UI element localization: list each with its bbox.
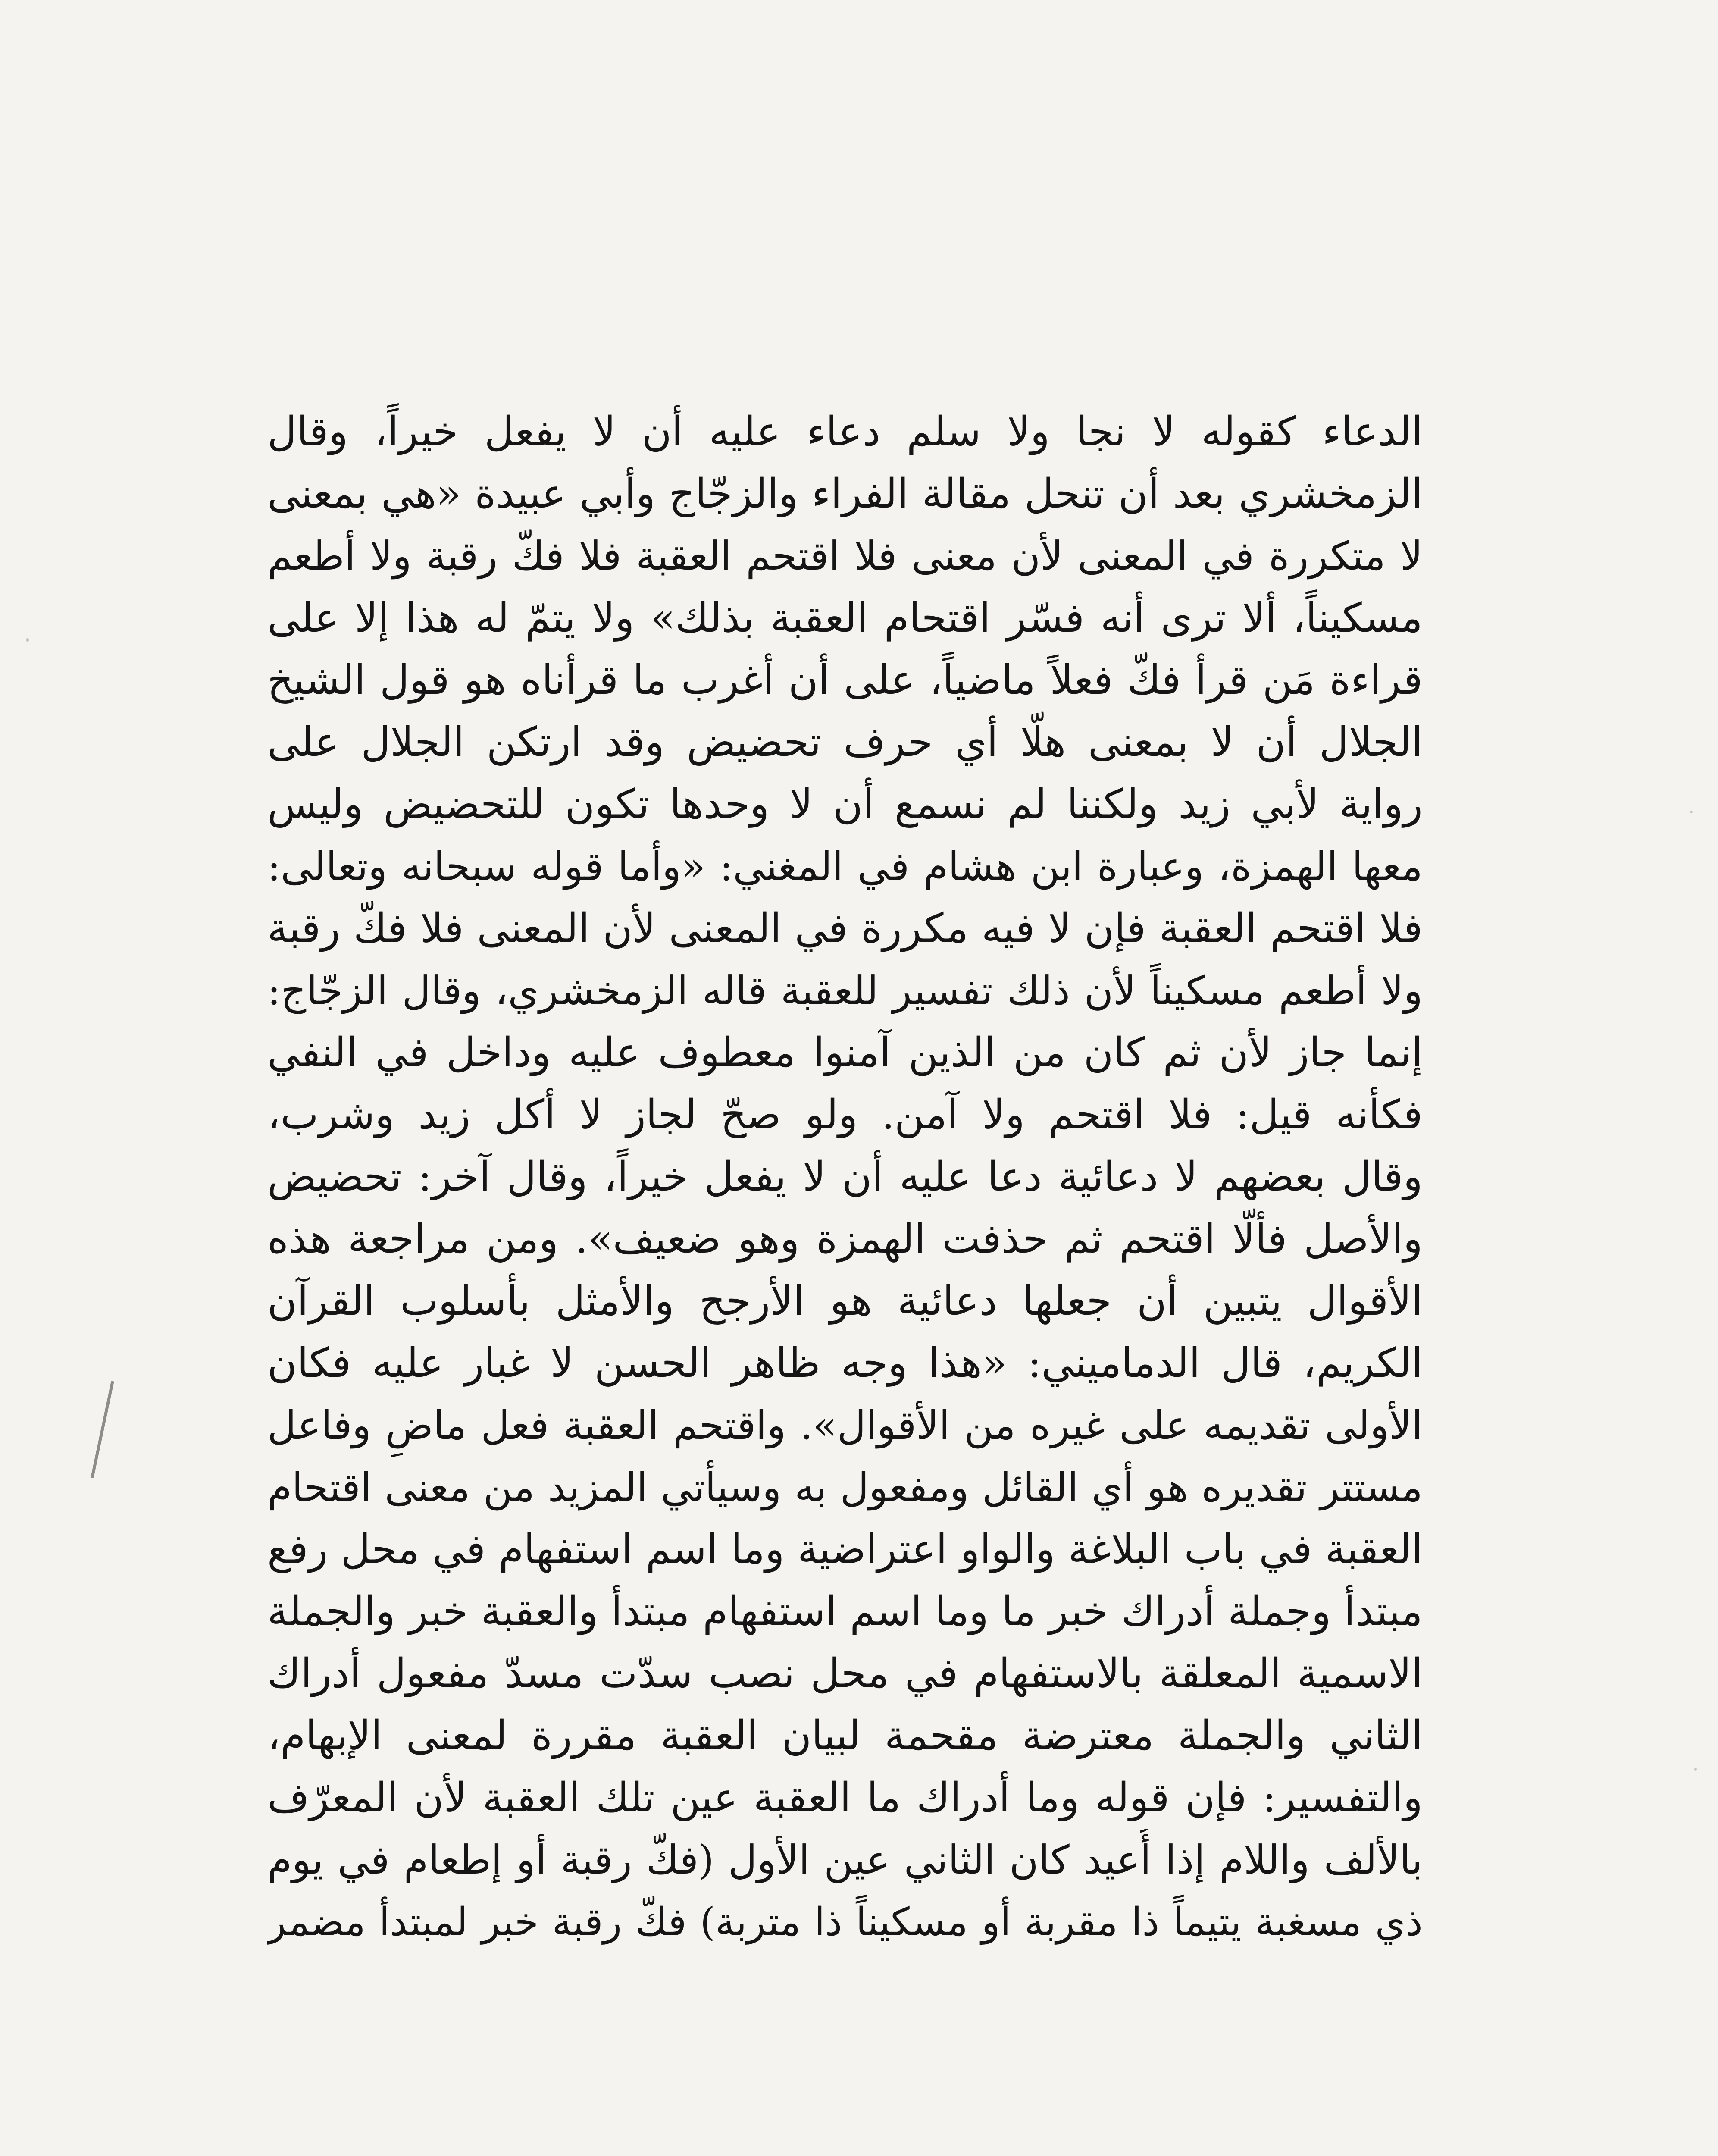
- body-text: [267, 401, 1423, 1953]
- text-line: ذي مسغبة يتيماً ذا مقربة أو مسكيناً ذا متربة) فكّ رقبة خبر لمبتدأ مضمر: [267, 1899, 1423, 1945]
- text-line: العقبة في باب البلاغة والواو اعتراضية وما اسم استفهام في محل رفع: [267, 1526, 1423, 1573]
- text-line: معها الهمزة، وعبارة ابن هشام في المغني: «وأما قوله سبحانه وتعالى:: [267, 843, 1423, 890]
- text-line: والأصل فألّا اقتحم ثم حذفت الهمزة وهو ضعيف». ومن مراجعة هذه: [267, 1216, 1423, 1263]
- text-line: مستتر تقديره هو أي القائل ومفعول به وسيأتي المزيد من معنى اقتحام: [267, 1464, 1423, 1510]
- text-line: الدعاء كقوله لا نجا ولا سلم دعاء عليه أن لا يفعل خيراً، وقال: [267, 408, 1423, 455]
- text-line: ولا أطعم مسكيناً لأن ذلك تفسير للعقبة قاله الزمخشري، وقال الزجّاج:: [267, 968, 1423, 1014]
- margin-pencil-mark: [91, 1381, 114, 1478]
- text-line: الثاني والجملة معترضة مقحمة لبيان العقبة مقررة لمعنى الإبهام،: [267, 1712, 1423, 1759]
- text-line: الجلال أن لا بمعنى هلّا أي حرف تحضيض وقد ارتكن الجلال على: [267, 719, 1423, 766]
- text-line: والتفسير: فإن قوله وما أدراك ما العقبة عين تلك العقبة لأن المعرّف: [267, 1774, 1423, 1821]
- text-line: بالألف واللام إذا أُعيد كان الثاني عين الأول (فكّ رقبة أو إطعام في يوم: [267, 1837, 1423, 1883]
- text-line: وقال بعضهم لا دعائية دعا عليه أن لا يفعل خيراً، وقال آخر: تحضيض: [267, 1153, 1423, 1200]
- text-line: الزمخشري بعد أن تنحل مقالة الفراء والزجّاج وأبي عبيدة «هي بمعنى: [267, 470, 1423, 517]
- text-line: قراءة مَن قرأ فكّ فعلاً ماضياً، على أن أغرب ما قرأناه هو قول الشيخ: [267, 657, 1423, 704]
- scan-speck: [26, 638, 29, 642]
- text-line: مسكيناً، ألا ترى أنه فسّر اقتحام العقبة بذلك» ولا يتمّ له هذا إلا على: [267, 595, 1423, 642]
- text-line: إنما جاز لأن ثم كان من الذين آمنوا معطوف عليه وداخل في النفي: [267, 1029, 1423, 1076]
- text-line: لا متكررة في المعنى لأن معنى فلا اقتحم العقبة فلا فكّ رقبة ولا أطعم: [267, 533, 1423, 579]
- scan-speck: [1690, 811, 1693, 813]
- text-line: مبتدأ وجملة أدراك خبر ما وما اسم استفهام مبتدأ والعقبة خبر والجملة: [267, 1588, 1423, 1635]
- text-line: الكريم، قال الدماميني: «هذا وجه ظاهر الحسن لا غبار عليه فكان: [267, 1340, 1423, 1387]
- text-line: فلا اقتحم العقبة فإن لا فيه مكررة في المعنى لأن المعنى فلا فكّ رقبة: [267, 905, 1423, 952]
- text-line: الأولى تقديمه على غيره من الأقوال». واقتحم العقبة فعل ماضٍ وفاعل: [267, 1402, 1423, 1448]
- scan-speck: [1694, 1768, 1697, 1771]
- text-line: رواية لأبي زيد ولكننا لم نسمع أن لا وحدها تكون للتحضيض وليس: [267, 781, 1423, 828]
- text-line: الاسمية المعلقة بالاستفهام في محل نصب سدّت مسدّ مفعول أدراك: [267, 1650, 1423, 1697]
- text-line: الأقوال يتبين أن جعلها دعائية هو الأرجح والأمثل بأسلوب القرآن: [267, 1278, 1423, 1325]
- text-line: فكأنه قيل: فلا اقتحم ولا آمن. ولو صحّ لجاز لا أكل زيد وشرب،: [267, 1091, 1423, 1138]
